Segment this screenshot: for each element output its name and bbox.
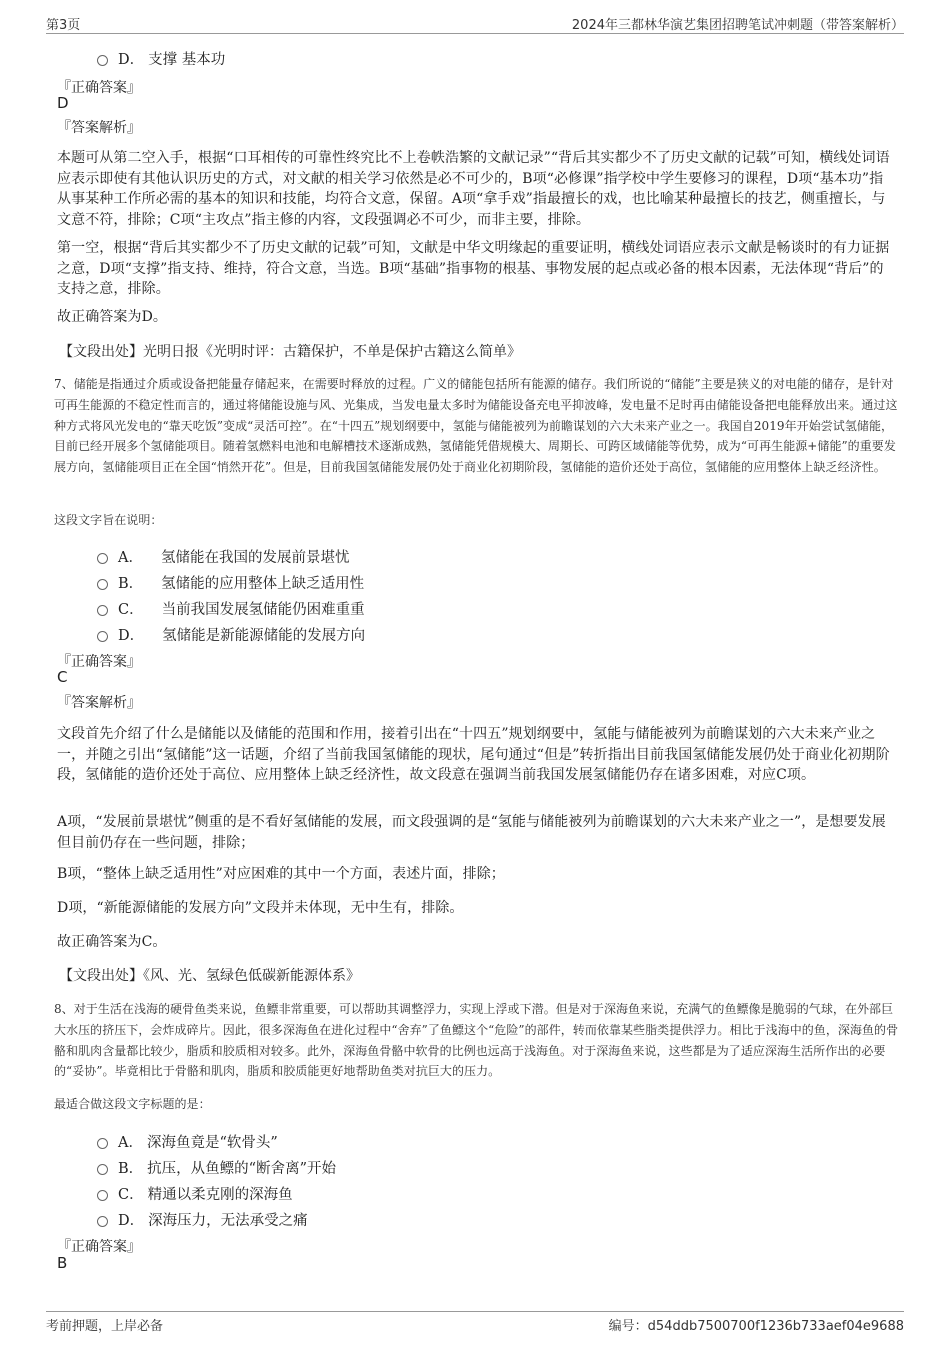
page-footer: [46, 1311, 904, 1333]
radio-icon[interactable]: [97, 1138, 108, 1149]
q8-option-d[interactable]: D． 深海压力，无法承受之痛: [97, 1209, 308, 1230]
page-header: [46, 14, 904, 34]
radio-icon[interactable]: [97, 1216, 108, 1227]
q7-option-c[interactable]: C． 当前我国发展氢储能仍困难重重: [97, 598, 365, 619]
q7-analysis-p2: A项，“发展前景堪忧”侧重的是不看好氢储能的发展，而文段强调的是“氢能与储能被列为前瞻谋划的六大未来产业之一”，是想要发展但目前仍存在一些问题，排除；: [57, 814, 886, 851]
q8-option-b[interactable]: B． 抗压，从鱼鳔的“断舍离”开始: [97, 1157, 336, 1178]
q6-analysis-p3: 故正确答案为D。: [57, 309, 168, 325]
q8-option-c[interactable]: C． 精通以柔克刚的深海鱼: [97, 1183, 293, 1204]
q7-stem: 7、储能是指通过介质或设备把能量存储起来，在需要时释放的过程。广义的储能包括所有能源的储存。我们所说的“储能”主要是狭义的对电能的储存，是针对可再生能源的不稳定性而言的，通过将储能设施与风、光集成，当发电量太多时为储能设备充电平抑波峰，发电量不足时再由储能设备把电能释放出来。通过这种方式将风光发电的“靠天吃饭”变成“灵活可控”。在“十四五”规划纲要中，氢能与储能被列为前瞻谋划的六大未来产业之一。我国自2019年开始尝试氢储能，目前已经开展多个氢储能项目。随着氢燃料电池和电解槽技术逐渐成熟，氢储能凭借规模大、周期长、可跨区域储能等优势，成为“可再生能源+储能”的重要发展方向，氢储能项目正在全国“悄然开花”。但是，目前我国氢储能发展仍处于商业化初期阶段，氢储能的造价还处于高位，氢储能的应用整体上缺乏经济性。: [54, 377, 898, 475]
radio-icon[interactable]: [97, 1190, 108, 1201]
q6-analysis-p2: 第一空，根据“背后其实都少不了历史文献的记载”可知，文献是中华文明缘起的重要证明，横线处词语应表示文献是畅谈时的有力证据之意，D项“支撑”指支持、维持，符合文意，当选。B项“基础”指事物的根基、事物发展的起点或必备的根本因素，无法体现“背后”的支持之意，排除。: [57, 240, 890, 297]
q7-prompt: 这段文字旨在说明：: [54, 513, 163, 527]
document-code: 编号：d54ddb7500700f1236b733aef04e9688: [608, 1319, 904, 1334]
footer-slogan: 考前押题，上岸必备: [46, 1319, 164, 1334]
radio-icon[interactable]: [97, 605, 108, 616]
q7-answer-tag: 『正确答案』: [57, 654, 141, 670]
q8-answer: B: [57, 1254, 68, 1272]
q7-answer: C: [57, 668, 68, 686]
radio-icon[interactable]: [97, 1164, 108, 1175]
q6-option-d[interactable]: D． 支撑 基本功: [97, 48, 225, 69]
q7-source: 【文段出处】《风、光、氢绿色低碳新能源体系》: [59, 968, 360, 984]
radio-icon[interactable]: [97, 631, 108, 642]
q6-answer: D: [57, 94, 69, 112]
q6-analysis-tag: 『答案解析』: [57, 120, 141, 136]
q7-option-d[interactable]: D． 氢储能是新能源储能的发展方向: [97, 624, 365, 645]
q6-answer-tag: 『正确答案』: [57, 80, 141, 96]
q7-option-a[interactable]: A． 氢储能在我国的发展前景堪忧: [97, 546, 349, 567]
q8-stem: 8、对于生活在浅海的硬骨鱼类来说，鱼鳔非常重要，可以帮助其调整浮力，实现上浮或下潜。但是对于深海鱼来说，充满气的鱼鳔像是脆弱的气球，在外部巨大水压的挤压下，会炸成碎片。因此，很多深海鱼在进化过程中“舍弃”了鱼鳔这个“危险”的部件，转而依靠某些脂类提供浮力。相比于浅海中的鱼，深海鱼的骨骼和肌肉含量都比较少，脂质和胶质相对较多。此外，深海鱼骨骼中软骨的比例也远高于浅海鱼。对于深海鱼来说，这些都是为了适应深海生活所作出的必要的“妥协”。毕竟相比于骨骼和肌肉，脂质和胶质能更好地帮助鱼类对抗巨大的压力。: [54, 1002, 899, 1079]
q8-option-a[interactable]: A． 深海鱼竟是“软骨头”: [97, 1131, 278, 1152]
q7-analysis-p3: B项，“整体上缺乏适用性”对应困难的其中一个方面，表述片面，排除；: [57, 866, 505, 882]
q7-analysis-p4: D项，“新能源储能的发展方向”文段并未体现，无中生有，排除。: [57, 900, 464, 916]
q6-analysis-p1: 本题可从第二空入手，根据“口耳相传的可靠性终究比不上卷帙浩繁的文献记录”“背后其实都少不了历史文献的记载”可知，横线处词语应表示即使有其他认识历史的方式，对文献的相关学习依然是必不可少的，B项“必修课”指学校中学生要修习的课程，D项“基本功”指从事某种工作所必需的基本的知识和技能，均符合文意，保留。A项“拿手戏”指最擅长的戏，也比喻某种最擅长的技艺，侧重擅长，与文意不符，排除；C项“主攻点”指主修的内容，文段强调必不可少，而非主要，排除。: [57, 150, 890, 228]
document-title: 2024年三都林华演艺集团招聘笔试冲刺题（带答案解析）: [571, 18, 904, 33]
radio-icon[interactable]: [97, 553, 108, 564]
q7-analysis-tag: 『答案解析』: [57, 695, 141, 711]
q8-prompt: 最适合做这段文字标题的是：: [54, 1097, 211, 1111]
q8-answer-tag: 『正确答案』: [57, 1239, 141, 1255]
q6-source: 【文段出处】光明日报《光明时评：古籍保护，不单是保护古籍这么简单》: [59, 344, 521, 360]
radio-icon[interactable]: [97, 579, 108, 590]
q7-analysis-p1: 文段首先介绍了什么是储能以及储能的范围和作用，接着引出在“十四五”规划纲要中，氢能与储能被列为前瞻谋划的六大未来产业之一，并随之引出“氢储能”这一话题，介绍了当前我国氢储能的现状，尾句通过“但是”转折指出目前我国氢储能发展仍处于商业化初期阶段，氢储能的造价还处于高位、应用整体上缺乏经济性，故文段意在强调当前我国发展氢储能仍存在诸多困难，对应C项。: [57, 726, 890, 783]
page-number: 第3页: [46, 18, 81, 33]
q7-option-b[interactable]: B． 氢储能的应用整体上缺乏适用性: [97, 572, 364, 593]
radio-icon[interactable]: [97, 55, 108, 66]
q7-analysis-p5: 故正确答案为C。: [57, 934, 167, 950]
